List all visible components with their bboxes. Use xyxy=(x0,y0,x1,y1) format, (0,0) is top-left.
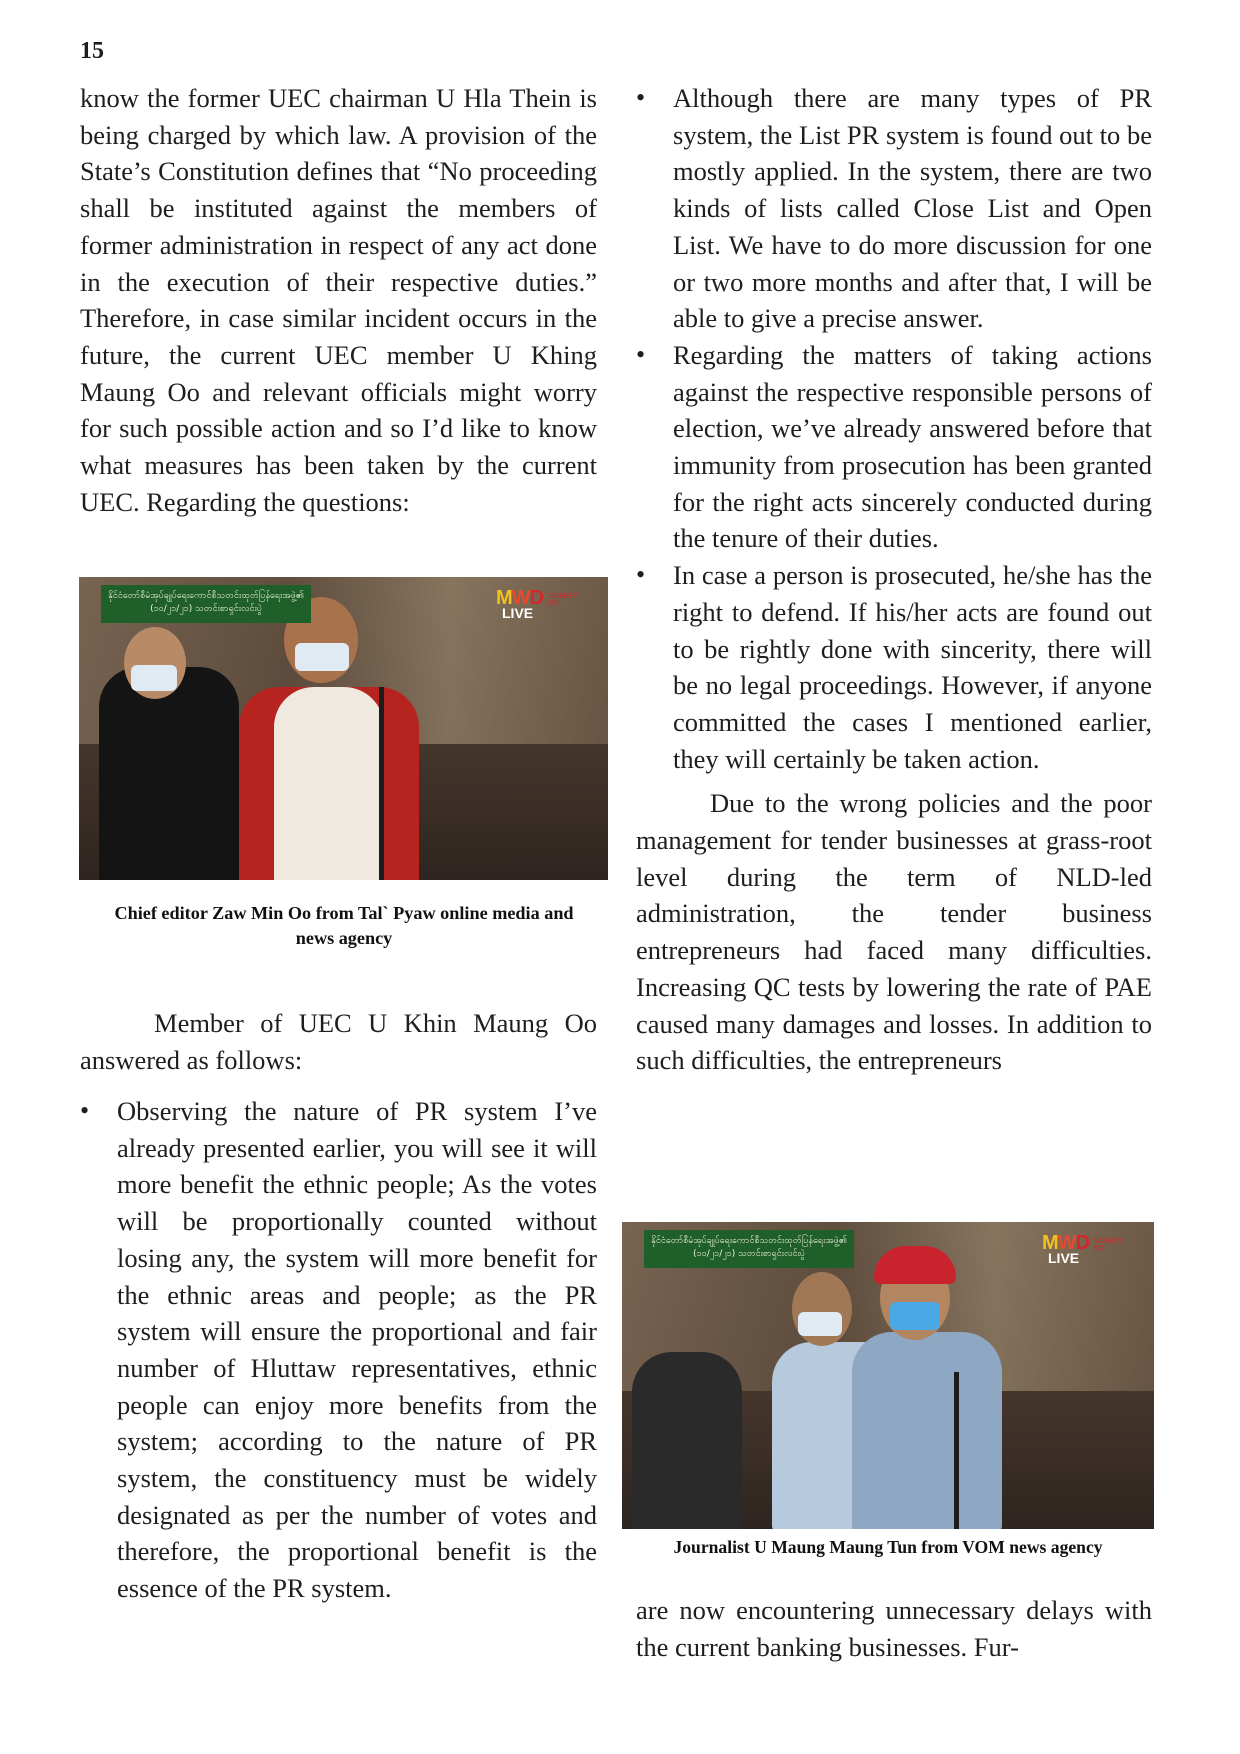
red-cap xyxy=(874,1246,956,1284)
journalist-mask xyxy=(890,1302,940,1330)
right-bullet-2 xyxy=(636,337,1152,557)
logo-live-text: LIVE xyxy=(502,605,534,621)
person-left-suit xyxy=(99,667,239,880)
overlay-line-1: နိုင်ငံတော်စီမံအုပ်ချုပ်ရေးကောင်စီသတင်းထုတ်ပြန်ရေးအဖွဲ့၏ xyxy=(108,591,304,601)
speaker-mask xyxy=(295,643,349,671)
right-bullet-3 xyxy=(636,557,1152,777)
logo-variety-text: VARIETY HD xyxy=(548,593,578,607)
photo-journalist xyxy=(622,1222,1154,1529)
mwd-live-logo: MWD LIVE VARIETY HD xyxy=(496,587,582,621)
right-bullet-1 xyxy=(636,80,1152,337)
right-bullet-2-text: • Regarding the matters of taking actions against the respective responsible persons of election, we’ve already answered before that immunity from prosecution has been granted for the right acts sincerely conducted during the tenure of their duties. xyxy=(673,339,1152,554)
right-bullet-1-text: • Although there are many types of PR system, the List PR system is found out to be mostly applied. In the system, there are two kinds of lists called Close List and Open List. We have to do more discussion for one or two more months and after that, I will be able to give a precise answer. xyxy=(673,83,1152,334)
logo-variety-text: VARIETY HD xyxy=(1094,1238,1124,1252)
right-paragraph-1: Due to the wrong policies and the poor management for tender businesses at grass-root level during the term of NLD-led administration, the tender business entrepreneurs had faced many difficulties. Increasing QC tests by lowering the rate of PAE caused many damages and losses. In addition to such difficulties, the entrepreneurs xyxy=(636,788,1152,1076)
left-column xyxy=(80,80,597,520)
journalist-shirt xyxy=(852,1332,1002,1529)
right-paragraph-2-wrap xyxy=(636,1592,1152,1665)
person-left-mask xyxy=(131,665,177,691)
figure-1-caption: Chief editor Zaw Min Oo from Tal` Pyaw online media and news agency xyxy=(114,903,574,948)
left-bullet-list xyxy=(80,1093,597,1607)
left-bullet-1 xyxy=(80,1093,597,1607)
left-paragraph-2-wrap xyxy=(80,1005,597,1078)
left-paragraph-2: Member of UEC U Khin Maung Oo answered as follows: xyxy=(80,1008,597,1075)
burmese-overlay-caption xyxy=(644,1230,854,1268)
right-bullet-list xyxy=(636,80,1152,777)
person-cap-mask xyxy=(798,1312,842,1336)
speaker-white-shirt xyxy=(274,687,384,880)
burmese-overlay-caption xyxy=(101,585,311,623)
left-bullet-1-text: • Observing the nature of PR system I’ve already presented earlier, you will see it will more benefit the ethnic people; As the votes will be proportionally counted without losing any, the system will more benefit for the ethnic areas and people; as the PR system will ensure the proportional and fair number of Hluttaw representatives, ethnic people can enjoy more benefits from the system; according to the nature of PR system, the constituency must be widely designated as per the number of votes and therefore, the proportional benefit is the essence of the PR system. xyxy=(117,1096,597,1604)
left-paragraph-1: know the former UEC chairman U Hla Thein is being charged by which law. A provision of the State’s Constitution defines that “No proceeding shall be instituted against the members of former administration in respect of any act done in the execution of their respective duties.” Therefore, in case similar incident occurs in the future, the current UEC member U Khing Maung Oo and relevant officials might worry for such possible action and so I’d like to know what measures has been taken by the current UEC. Regarding the questions: xyxy=(80,83,597,517)
right-bullet-3-text: • In case a person is prosecuted, he/she has the right to defend. If his/her acts are found out to be rightly done with sincerity, there will be no legal proceedings. However, if anyone committed the cases I mentioned earlier, they will certainly be taken action. xyxy=(673,560,1152,774)
photo-chief-editor xyxy=(79,577,608,880)
overlay-line-1: နိုင်ငံတော်စီမံအုပ်ချုပ်ရေးကောင်စီသတင်းထုတ်ပြန်ရေးအဖွဲ့၏ xyxy=(651,1236,847,1246)
mwd-live-logo: MWD LIVE VARIETY HD xyxy=(1042,1232,1128,1266)
overlay-line-2: (၁၀/၂၁/၂၁) သတင်းစာရှင်းလင်းပွဲ xyxy=(150,604,262,614)
right-column xyxy=(636,80,1152,1079)
page-number: 15 xyxy=(80,38,104,64)
right-paragraph-2: are now encountering unnecessary delays with the current banking businesses. Fur- xyxy=(636,1595,1152,1662)
microphone-stand xyxy=(954,1372,959,1529)
overlay-line-2: (၁၀/၂၁/၂၁) သတင်းစာရှင်းလင်းပွဲ xyxy=(693,1249,805,1259)
figure-2-caption: Journalist U Maung Maung Tun from VOM news agency xyxy=(673,1537,1103,1557)
microphone-stand xyxy=(379,687,384,880)
logo-live-text: LIVE xyxy=(1048,1250,1080,1266)
camera-operator xyxy=(632,1352,742,1529)
